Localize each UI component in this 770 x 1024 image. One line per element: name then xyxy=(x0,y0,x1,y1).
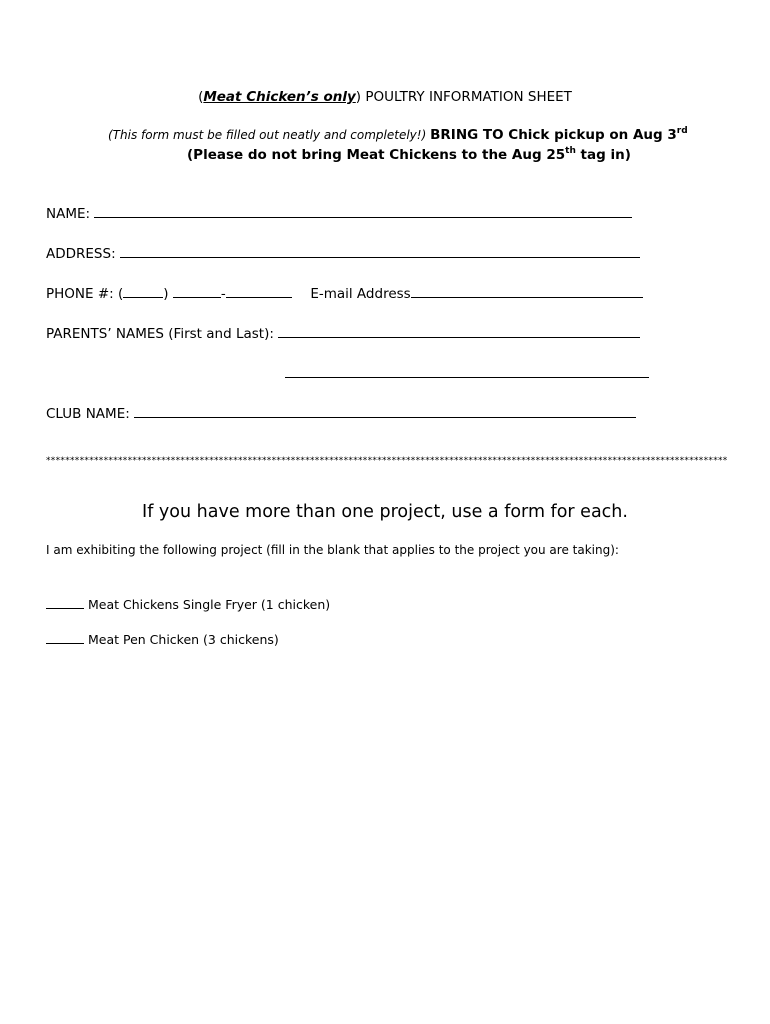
asterisk-divider: ********************************************************************************************************************************************** xyxy=(46,456,728,466)
parents-row xyxy=(46,324,640,343)
instruction-line xyxy=(108,126,688,144)
title-open-paren: ( xyxy=(198,89,204,105)
name-row xyxy=(46,204,632,223)
address-blank[interactable] xyxy=(120,244,640,258)
page-title xyxy=(0,88,770,106)
option-row-single-fryer xyxy=(46,595,330,614)
instruction-italic: (This form must be filled out neatly and completely!) xyxy=(108,128,427,142)
name-blank[interactable] xyxy=(94,204,632,218)
single-fryer-label: Meat Chickens Single Fryer (1 chicken) xyxy=(87,597,331,612)
parents-label: PARENTS’ NAMES (First and Last): xyxy=(46,326,274,342)
project-instruction: I am exhibiting the following project (fill in the blank that applies to the project you are taking): xyxy=(46,543,619,557)
email-blank[interactable] xyxy=(411,284,643,298)
note-part1: (Please do not bring Meat Chickens to the Aug 25 xyxy=(187,147,566,163)
project-heading: If you have more than one project, use a form for each. xyxy=(142,502,628,522)
parents-row-2 xyxy=(285,364,649,383)
title-underlined: Meat Chicken’s only xyxy=(203,89,356,105)
club-row xyxy=(46,404,636,423)
note-line xyxy=(187,146,631,164)
club-label: CLUB NAME: xyxy=(46,406,130,422)
title-rest: ) POULTRY INFORMATION SHEET xyxy=(355,89,572,105)
name-label: NAME: xyxy=(46,206,91,222)
phone-number-blank[interactable] xyxy=(226,284,292,298)
phone-dash: - xyxy=(220,286,226,302)
phone-label: PHONE #: ( xyxy=(46,286,124,302)
instruction-bold xyxy=(430,127,688,143)
parents-blank-1[interactable] xyxy=(278,324,640,338)
address-row xyxy=(46,244,640,263)
note-sup: th xyxy=(565,146,576,156)
phone-prefix-blank[interactable] xyxy=(173,284,221,298)
area-code-blank[interactable] xyxy=(123,284,163,298)
option-row-meat-pen xyxy=(46,630,279,649)
phone-row xyxy=(46,284,643,303)
phone-close: ) xyxy=(163,286,169,302)
single-fryer-blank[interactable] xyxy=(46,595,84,609)
note-part2: tag in) xyxy=(575,147,631,163)
club-blank[interactable] xyxy=(134,404,636,418)
parents-blank-2[interactable] xyxy=(285,364,649,378)
meat-pen-label: Meat Pen Chicken (3 chickens) xyxy=(87,632,279,647)
email-label: E-mail Address xyxy=(310,286,411,302)
address-label: ADDRESS: xyxy=(46,246,116,262)
instruction-bold-text: BRING TO Chick pickup on Aug 3 xyxy=(430,127,677,143)
meat-pen-blank[interactable] xyxy=(46,630,84,644)
instruction-sup: rd xyxy=(676,126,688,136)
